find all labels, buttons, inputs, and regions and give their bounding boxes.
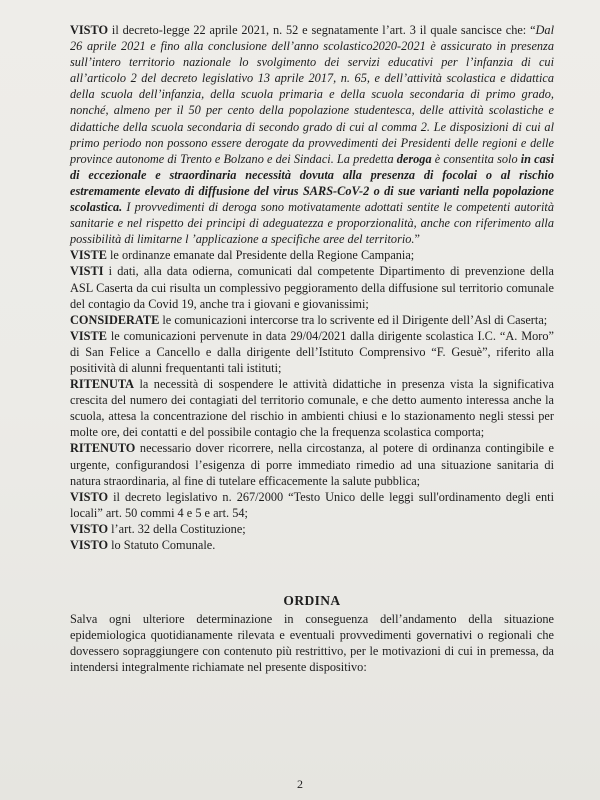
paragraph-viste-comunicazioni: VISTE le comunicazioni pervenute in data 29/04/2021 dalla dirigente scolastica I.C. “A. Moro” di San Felice a Cancello e dalla dirigente dell’Istituto Comprensivo “F. Gesuè”, riferito alla positività di alunni frequentanti tali istituti;: [70, 328, 554, 375]
quoted-law-emphasis: in casi di eccezionale e straordinaria necessità dovuta alla presenza di focolai o al rischio estremamente elevato di diffusione del virus SARS-CoV-2 o di sue varianti nella popolazione scolastica.: [70, 151, 554, 215]
ordina-heading: ORDINA: [283, 593, 341, 609]
paragraph-visti-dati: VISTI i dati, alla data odierna, comunicati dal competente Dipartimento di prevenzione della ASL Caserta da cui risulta un complessivo peggioramento della diffusione sul territorio comunale del contagio da Covid 19, anche tra i giovani e giovanissimi;: [70, 264, 554, 311]
paragraph-visto-decreto: VISTO il decreto-legge 22 aprile 2021, n. 52 e segnatamente l’art. 3 il quale sancisce che: “Dal 26 aprile 2021 e fino alla conclusione dell’anno scolastico2020-2021 è assicurato in presenza sull’intero territorio nazionale lo svolgimento dei servizi educativi per l’infanzia di cui all’articolo 2 del decreto legislativo 13 aprile 2017, n. 65, e dell’attività scolastica e didattica della scuola dell’infanzia, della scuola primaria e della scuola secondaria di primo grado, nonché, almeno per il 50 per cento della popolazione studentesca, delle attività scolastiche e didattiche della scuola secondaria di secondo grado di cui al comma 2. Le disposizioni di cui al primo periodo non possono essere derogate da provvedimenti dei Presidenti delle regioni e delle province autonome di Trento e Bolzano e dei Sindaci. La predetta deroga è consentita solo in casi di eccezionale e straordinaria necessità dovuta alla presenza di focolai o al rischio estremamente elevato di diffusione del virus SARS-CoV-2 o di sue varianti nella popolazione scolastica. I provvedimenti di deroga sono motivatamente adottati sentite le competenti autorità sanitarie e nel rispetto dei principi di adeguatezza e proporzionalità, anche con riferimento alla possibilità di limitarne l ’applicazione a specifiche aree del territorio.”: [70, 23, 554, 247]
paragraph-visto-tuel: VISTO il decreto legislativo n. 267/2000 “Testo Unico delle leggi sull'ordinamento degli enti locali” art. 50 commi 4 e 5 e art. 54;: [70, 489, 554, 520]
paragraph-ritenuta: RITENUTA la necessità di sospendere le attività didattiche in presenza vista la significativa crescita del numero dei contagiati del territorio comunale, e che detto aumento interessa anche la scuola, attesa la concentrazione del rischio in ambienti chiusi e lo stazionamento negli stessi per molte ore, dei contatti e del possibile contagio che la frequenza scolastica comporta;: [70, 377, 554, 440]
section-spacer: [70, 553, 554, 579]
closing-paragraph: Salva ogni ulteriore determinazione in conseguenza dell’andamento della situazione epidemiologica quotidianamente rilevata e eventuali provvedimenti governativi o regionali che dovessero sopraggiungere con contenuto più restrittivo, per le motivazioni di cui in premessa, da intendersi integralmente richiamate nel presente dispositivo:: [70, 612, 554, 675]
paragraph-considerate: CONSIDERATE le comunicazioni intercorse tra lo scrivente ed il Dirigente dell’Asl di Caserta;: [70, 312, 548, 327]
quoted-law-text: Dal 26 aprile 2021 e fino alla conclusione dell’anno scolastico2020-2021 è assicurato in presenza sull’intero territorio nazionale lo svolgimento dei servizi educativi per l’infanzia di cui all’articolo 2 del decreto legislativo 13 aprile 2017, n. 65, e dell’attività scolastica e didattica della scuola dell’infanzia, della scuola primaria e della scuola secondaria di primo grado, nonché, almeno per il 50 per cento della popolazione studentesca, delle attività scolastiche e didattiche della scuola secondaria di secondo grado di cui al comma 2. Le disposizioni di cui al primo periodo non possono essere derogate da provvedimenti dei Presidenti delle regioni e delle province autonome di Trento e Bolzano e dei Sindaci. La predetta: [70, 23, 554, 166]
keyword-visto: VISTO: [70, 23, 109, 37]
paragraph-ritenuto: RITENUTO necessario dover ricorrere, nella circostanza, al potere di ordinanza contingibile e urgente, configurandosi l’esigenza di porre immediato rimedio ad una situazione sanitaria di natura straordinaria, al fine di tutelare efficacemente la salute pubblica;: [70, 441, 554, 488]
page-number: 2: [297, 777, 303, 791]
document-body: [70, 22, 554, 676]
paragraph-visto-statuto: VISTO lo Statuto Comunale.: [70, 538, 216, 552]
paragraph-viste-ordinanze: VISTE le ordinanze emanate dal Presidente della Regione Campania;: [70, 248, 415, 263]
paragraph-visto-costituzione: VISTO l’art. 32 della Costituzione;: [70, 521, 246, 536]
